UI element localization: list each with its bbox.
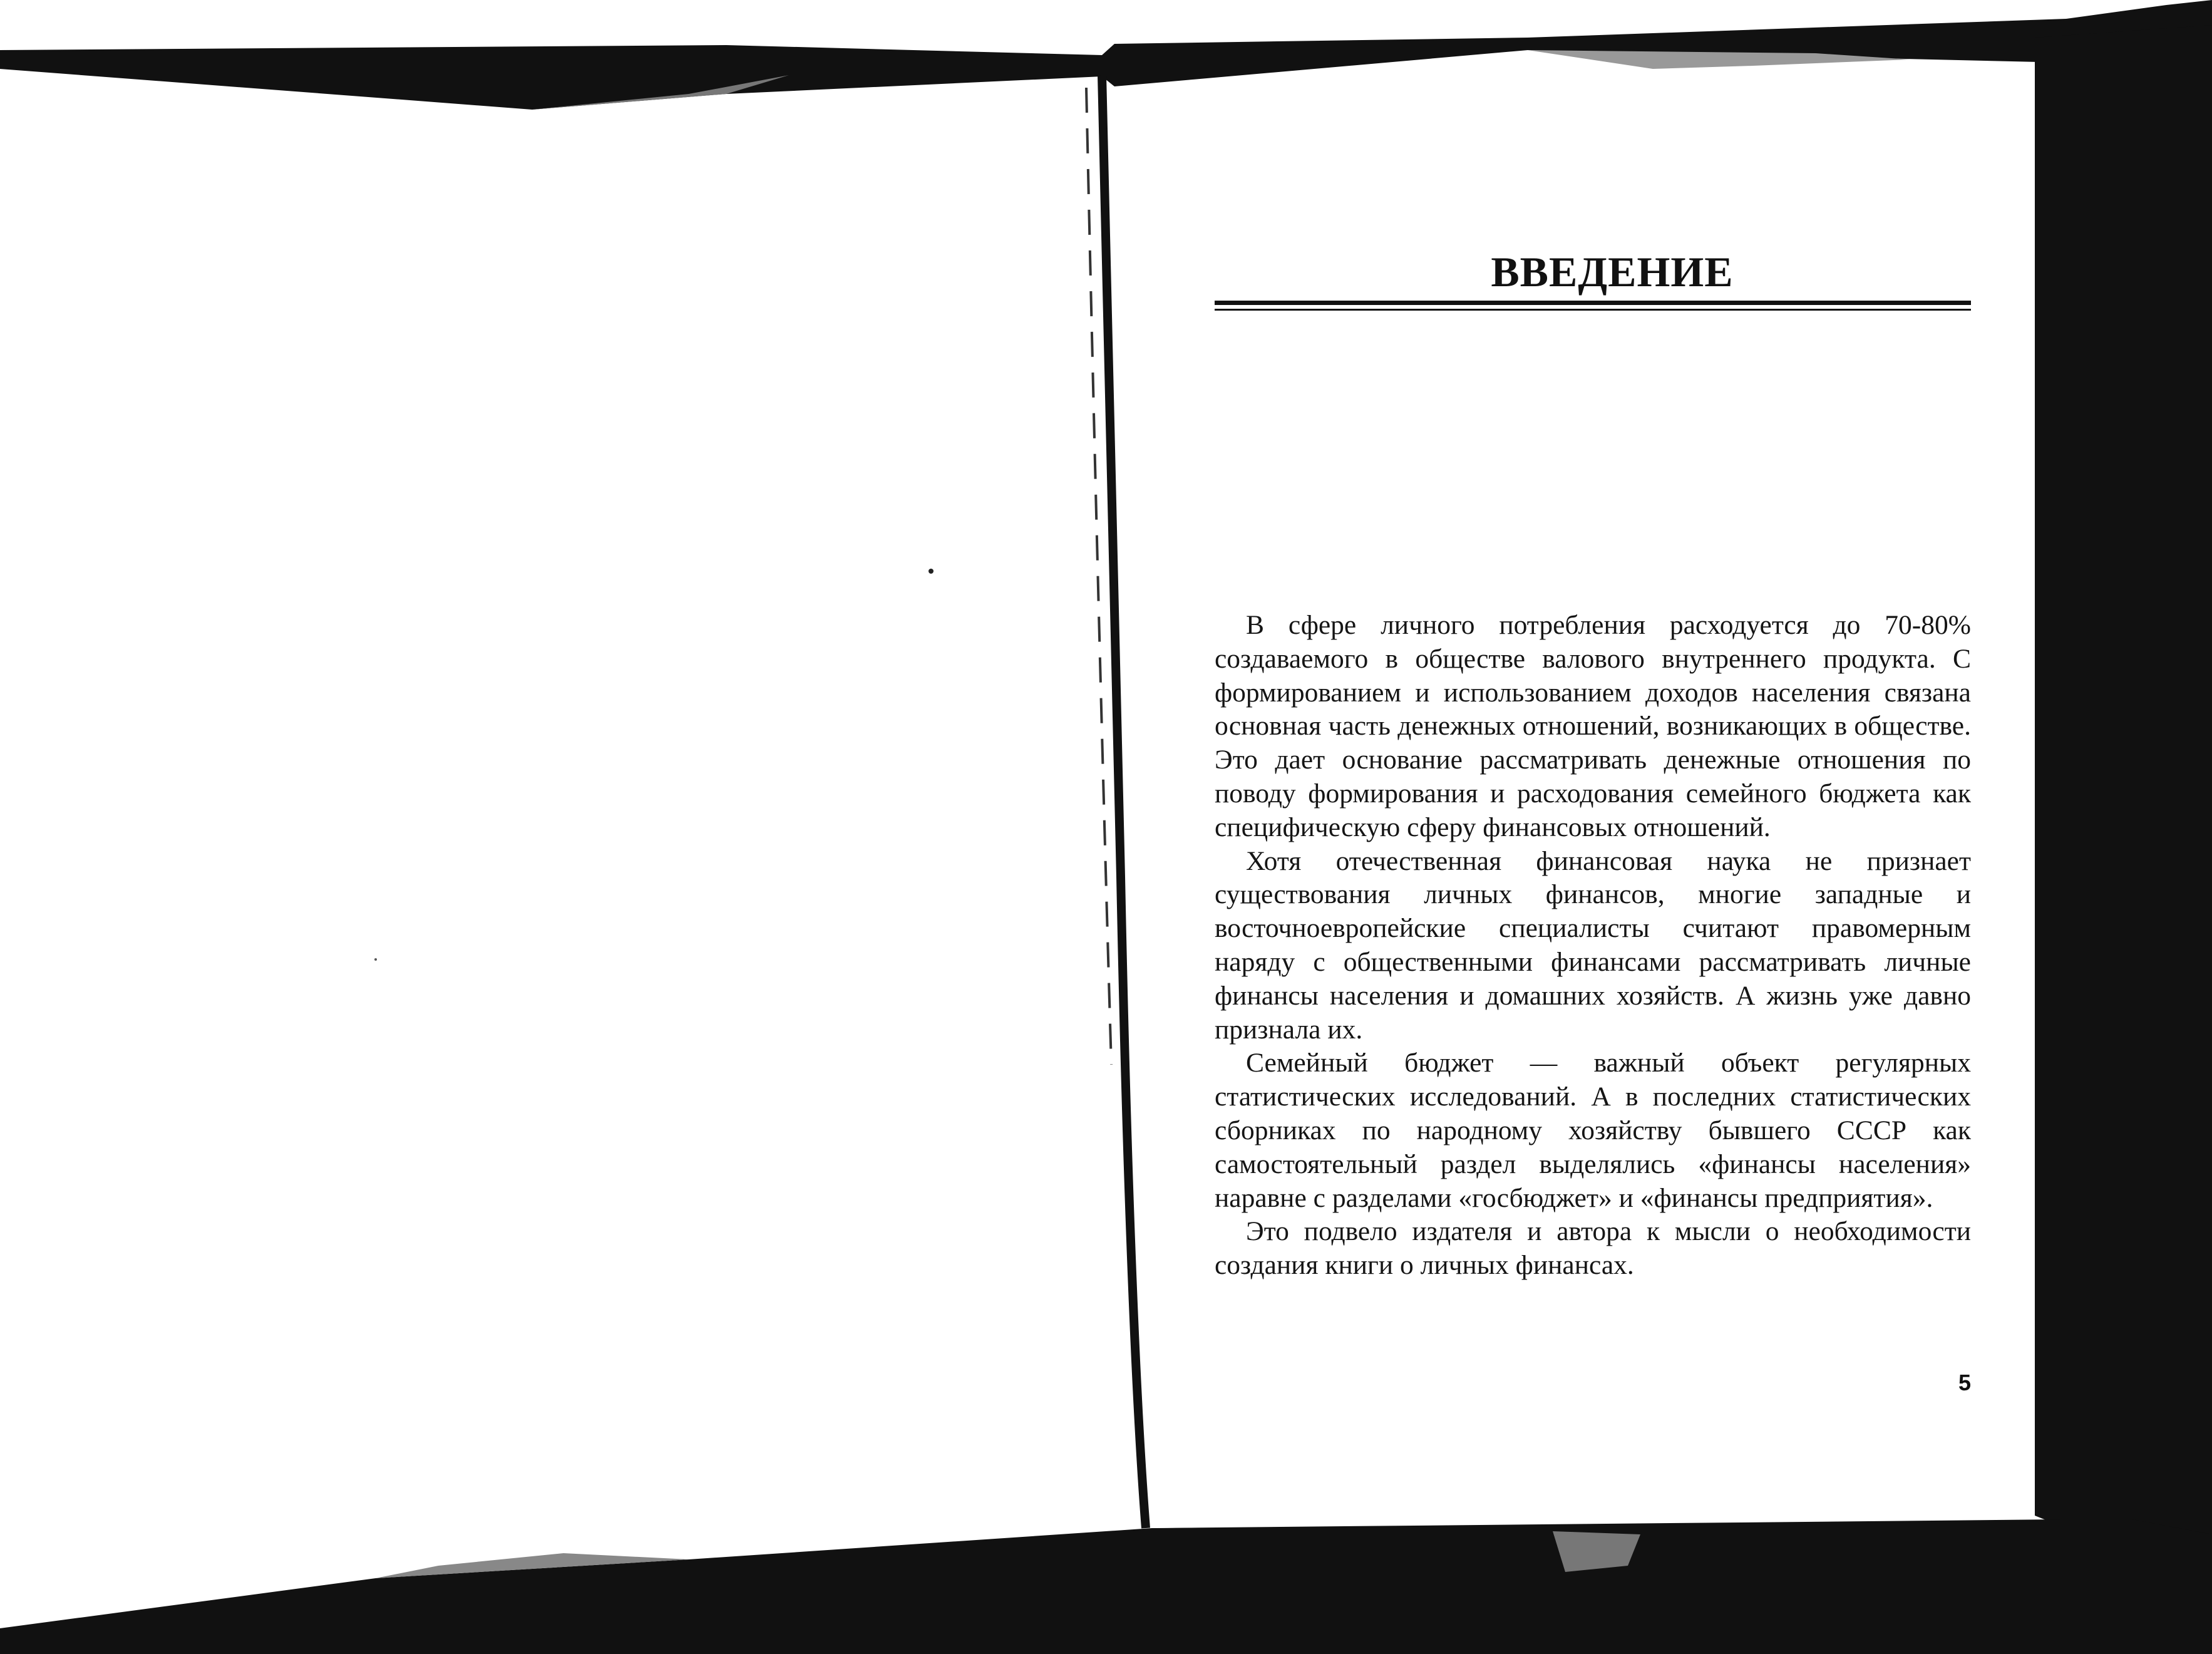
title-rule-thick xyxy=(1215,301,1971,305)
title-rule-thin xyxy=(1215,309,1971,311)
right-scan-shadow xyxy=(2035,25,2212,1654)
page-number: 5 xyxy=(1958,1370,1971,1395)
body-text xyxy=(1215,609,1971,1283)
paragraph-1: В сфере личного потребления расходуется до 70-80% создаваемого в обществе валового внутреннего продукта. С формированием и использованием доходов населения связана основная часть денежных отношений, возникающих в обществе. Это дает основание рассматривать денежные отношения по поводу формирования и расходования семейного бюджета как специфическую сферу финансовых отношений. xyxy=(1215,610,1971,842)
stray-dot xyxy=(929,569,934,574)
paragraph-2: Хотя отечественная финансовая наука не признает существования личных финансов, многие западные и восточноевропейские специалисты считают правомерным наряду с общественными финансами рассматривать личные финансы населения и домашних хозяйств. А жизнь уже давно признала их. xyxy=(1215,845,1971,1045)
page-title: ВВЕДЕНИЕ xyxy=(1491,248,1734,296)
stray-dot-small xyxy=(374,958,377,961)
bottom-scan-shadow xyxy=(0,1519,2212,1654)
paragraph-3: Семейный бюджет — важный объект регулярных статистических исследований. А в последних статистических сборниках по народному хозяйству бывшего СССР как самостоятельный раздел выделялись «финансы населения» наравне с разделами «госбюджет» и «финансы предприятия». xyxy=(1215,1048,1971,1213)
paragraph-4: Это подвело издателя и автора к мысли о необходимости создания книги о личных финансах. xyxy=(1215,1216,1971,1281)
